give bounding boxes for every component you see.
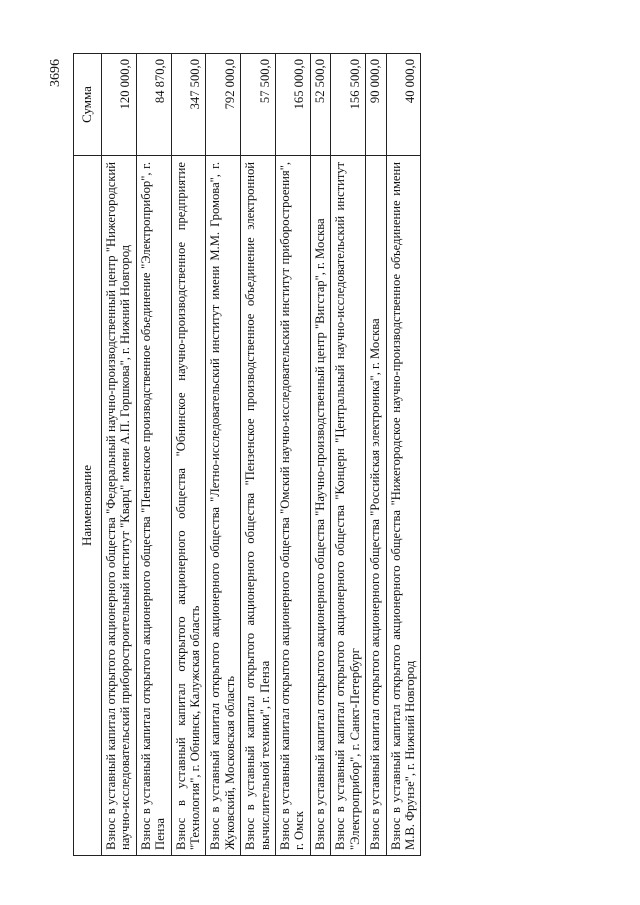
row-sum-cell: 52 500,0: [310, 54, 330, 156]
page-number: 3696: [48, 59, 63, 87]
budget-table: [73, 53, 421, 856]
table-row: [386, 54, 421, 856]
row-name-cell: Взнос в уставный капитал открытого акционерного общества "Федеральный научно-производственный центр "Нижегородский научно-исследовательский приборостроительный институт "Кварц" имени А.П. Горшкова", г. Нижний Новгород: [102, 156, 137, 856]
row-sum-cell: 165 000,0: [276, 54, 311, 156]
row-name-cell: Взнос в уставный капитал открытого акционерного общества "Нижегородское научно-производственное объединение имени М.В. Фрунзе", г. Нижний Новгород: [386, 156, 421, 856]
row-name-cell: Взнос в уставный капитал открытого акционерного общества "Обнинское научно-производственное предприятие "Технология", г. Обнинск, Калужская область: [171, 156, 206, 856]
row-sum-cell: 57 500,0: [241, 54, 276, 156]
column-header-sum: Сумма: [74, 54, 102, 156]
row-sum-cell: 84 870,0: [136, 54, 171, 156]
row-sum-cell: 90 000,0: [366, 54, 386, 156]
table-body: [102, 54, 421, 856]
table-row: [366, 54, 386, 856]
row-name-cell: Взнос в уставный капитал открытого акционерного общества "Летно-исследовательский институт имени М.М. Громова", г. Жуковский, Московская область: [206, 156, 241, 856]
table-header: [74, 54, 102, 856]
row-sum-cell: 792 000,0: [206, 54, 241, 156]
table-row: [331, 54, 366, 856]
header-row: [74, 54, 102, 856]
column-header-name: Наименование: [74, 156, 102, 856]
row-name-cell: Взнос в уставный капитал открытого акционерного общества "Пензенское производственное объединение "Электроприбор", г. Пенза: [136, 156, 171, 856]
table-row: [102, 54, 137, 856]
table-row: [310, 54, 330, 856]
table-row: [171, 54, 206, 856]
row-sum-cell: 347 500,0: [171, 54, 206, 156]
table-row: [136, 54, 171, 856]
row-sum-cell: 120 000,0: [102, 54, 137, 156]
row-name-cell: Взнос в уставный капитал открытого акционерного общества "Концерн "Центральный научно-исследовательский институт "Электроприбор", г. Санкт-Петербург: [331, 156, 366, 856]
row-name-cell: Взнос в уставный капитал открытого акционерного общества "Научно-производственный центр "Вигстар", г. Москва: [310, 156, 330, 856]
row-name-cell: Взнос в уставный капитал открытого акционерного общества "Омский научно-исследовательский институт приборостроения", г. Омск: [276, 156, 311, 856]
row-name-cell: Взнос в уставный капитал открытого акционерного общества "Пензенское производственное объединение электронной вычислительной техники", г. Пенза: [241, 156, 276, 856]
row-sum-cell: 40 000,0: [386, 54, 421, 156]
table-row: [241, 54, 276, 856]
table-row: [206, 54, 241, 856]
table-row: [276, 54, 311, 856]
row-sum-cell: 156 500,0: [331, 54, 366, 156]
row-name-cell: Взнос в уставный капитал открытого акционерного общества "Российская электроника", г. Москва: [366, 156, 386, 856]
